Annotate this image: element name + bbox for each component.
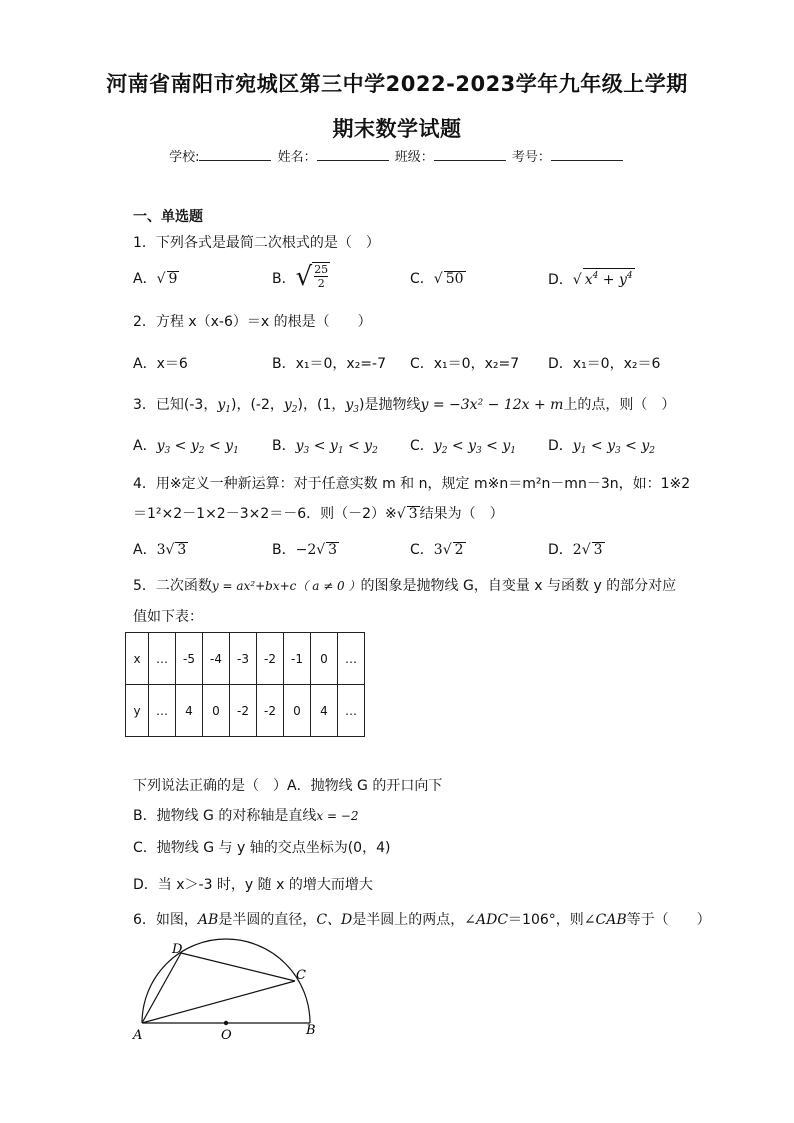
label-o: O: [221, 1028, 232, 1043]
q5-option-c[interactable]: C．抛物线 G 与 y 轴的交点坐标为(0，4): [133, 840, 391, 856]
q5-prompt[interactable]: 下列说法正确的是（ ）A．抛物线 G 的开口向下: [133, 778, 443, 794]
q4-option-b[interactable]: B．−2√ 3: [272, 542, 338, 558]
q1-b-label: B．: [272, 271, 296, 287]
q1-a-label: A．: [133, 271, 157, 287]
q3-stem: 3．已知(-3，$y_1$)，(-2，$y_2$)，(1，$y_3$)是抛物线y = −3x² − 12x + m上的点，则（ ）: [133, 397, 676, 415]
class-field[interactable]: [434, 148, 506, 161]
name-label: 姓名：: [277, 150, 317, 165]
semicircle-arc: [142, 939, 310, 1023]
q1-option-c[interactable]: C．√ 50: [410, 271, 464, 287]
q5-line1: 5．二次函数y = ax²+bx+c（ a ≠ 0 ）的图象是抛物线 G，自变量 x 与函数 y 的部分对应: [133, 578, 677, 594]
center-point-o: [224, 1021, 228, 1025]
q5-option-b[interactable]: B．抛物线 G 的对称轴是直线x = −2: [133, 808, 359, 824]
q1-c-radicand: 50: [445, 271, 464, 287]
q1-d-label: D．: [548, 272, 573, 288]
q1-option-d[interactable]: D．√ $x^4 + y^4$: [548, 268, 635, 289]
school-field[interactable]: [199, 148, 271, 161]
q5-value-table: [125, 632, 365, 737]
q5-option-d[interactable]: D．当 x＞-3 时，y 随 x 的增大而增大: [133, 877, 373, 893]
q3-parabola: y = −3x² − 12x + m: [420, 397, 564, 413]
student-info-row: [0, 146, 794, 165]
q2-option-c[interactable]: C．x₁＝0，x₂=7: [410, 356, 520, 372]
q1-c-label: C．: [410, 271, 434, 287]
q2-option-d[interactable]: D．x₁＝0，x₂＝6: [548, 356, 661, 372]
q1-option-a[interactable]: A．√ 9: [133, 271, 178, 287]
q3-option-b[interactable]: B．$y_3 < y_1 < y_2$: [272, 438, 378, 456]
q6-stem: 6．如图，AB是半圆的直径，C、D是半圆上的两点，∠ADC＝106°，则∠CAB等于（ ）: [133, 912, 711, 928]
q1-b-numerator: 25: [314, 263, 329, 276]
section-title: 一、单选题: [133, 209, 203, 225]
q3-option-c[interactable]: C．$y_2 < y_3 < y_1$: [410, 438, 516, 456]
number-field[interactable]: [551, 148, 623, 161]
label-d: D: [172, 942, 183, 957]
table-row-x: x … -5 -4 -3 -2 -1 0 …: [126, 633, 365, 685]
school-label: 学校:: [169, 150, 200, 165]
q1-d-radicand: $x^4 + y^4$: [583, 268, 635, 287]
q2-option-a[interactable]: A．x＝6: [133, 356, 188, 372]
table-row-y: y … 4 0 -2 -2 0 4 …: [126, 685, 365, 737]
q1-a-radicand: 9: [168, 271, 178, 287]
q1-stem: 1．下列各式是最简二次根式的是（ ）: [133, 235, 380, 251]
q2-stem: 2．方程 x（x-6）＝x 的根是（ ）: [133, 314, 372, 330]
label-a: A: [133, 1028, 143, 1043]
q4-option-c[interactable]: C．3√ 2: [410, 542, 464, 558]
q4-line2: ＝1²×2－1×2－3×2＝－6．则（－2）※√ 3 结果为（ ）: [133, 506, 504, 522]
number-label: 考号：: [511, 150, 551, 165]
q4-line1: 4．用※定义一种新运算：对于任意实数 m 和 n，规定 m※n＝m²n－mn－3n，如：1※2: [133, 476, 691, 492]
q4-option-a[interactable]: A．3√ 3: [133, 542, 187, 558]
label-b: B: [306, 1023, 316, 1038]
label-c: C: [296, 968, 306, 983]
q3-option-d[interactable]: D．$y_1 < y_3 < y_2$: [548, 438, 655, 456]
q1-option-b[interactable]: B．√ $\frac{25}{2}$: [272, 262, 329, 292]
q4-option-d[interactable]: D．2√ 3: [548, 542, 603, 558]
segment-ac: [142, 981, 295, 1023]
q5-line2: 值如下表：: [133, 609, 203, 625]
q3-option-a[interactable]: A．$y_3 < y_2 < y_1$: [133, 438, 239, 456]
segment-ad: [142, 953, 181, 1023]
q1-b-denominator: 2: [317, 277, 325, 290]
class-label: 班级：: [394, 150, 434, 165]
q2-option-b[interactable]: B．x₁＝0，x₂=-7: [272, 356, 386, 372]
semicircle-figure: [130, 935, 330, 1045]
exam-title-line2: 期末数学试题: [332, 117, 462, 141]
name-field[interactable]: [317, 148, 389, 161]
exam-title-line1: 河南省南阳市宛城区第三中学2022-2023学年九年级上学期: [106, 72, 688, 96]
